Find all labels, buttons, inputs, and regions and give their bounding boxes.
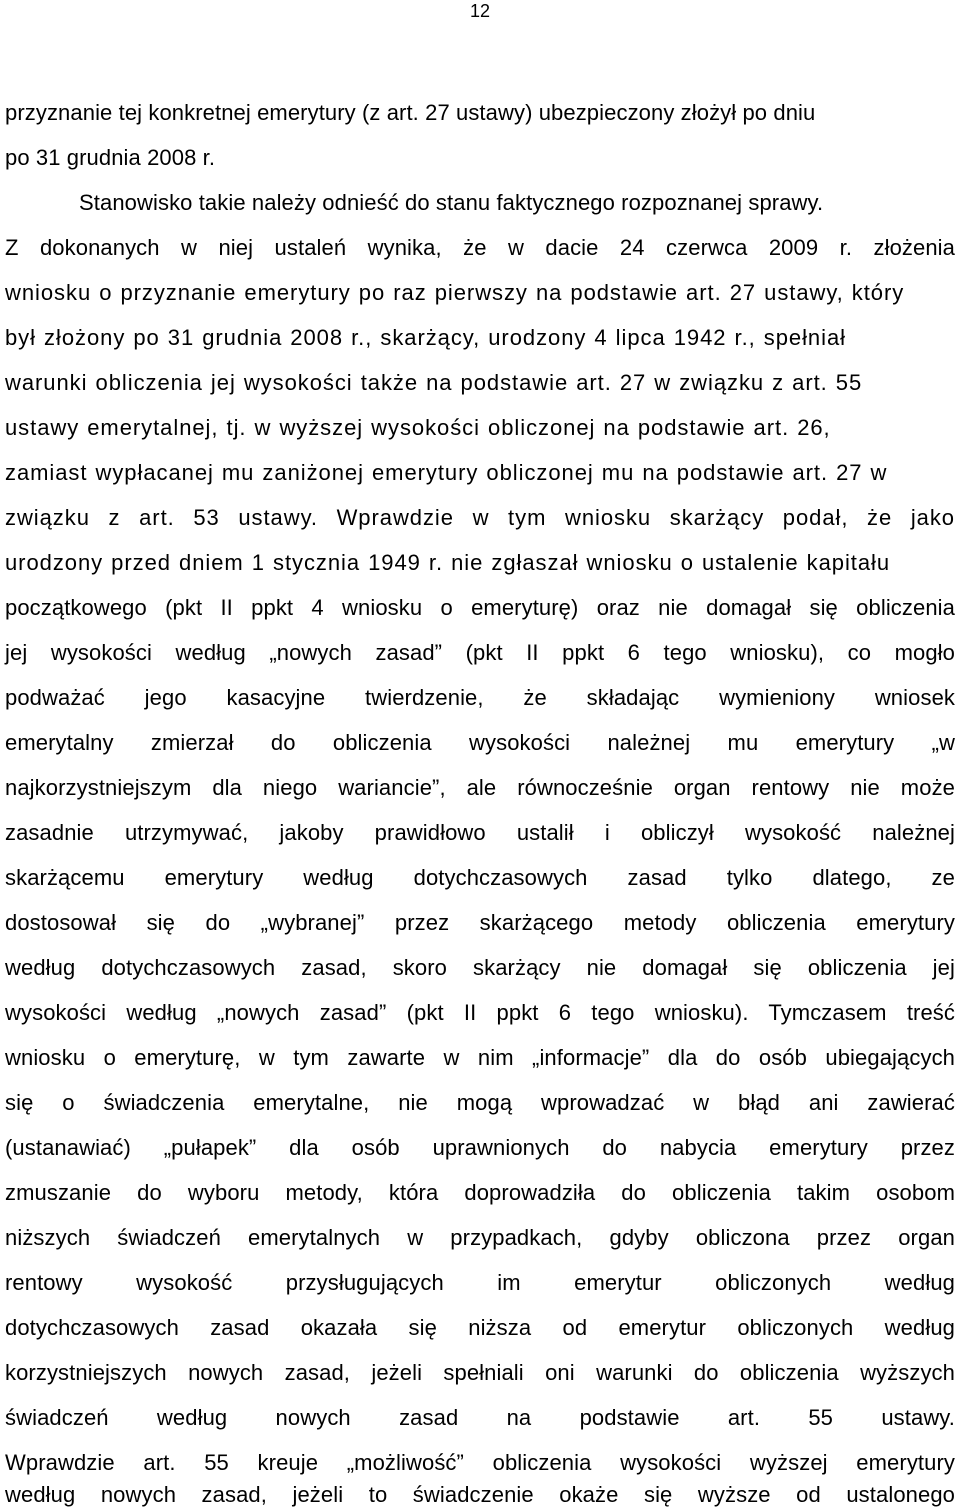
text-line: świadczeń według nowych zasad na podstawie art. 55 ustawy. <box>5 1405 955 1430</box>
text-line: niższych świadczeń emerytalnych w przypadkach, gdyby obliczona przez organ <box>5 1225 955 1250</box>
text-line: skarżącemu emerytury według dotychczasowych zasad tylko dlatego, ze <box>5 865 955 890</box>
text-line: był złożony po 31 grudnia 2008 r., skarżący, urodzony 4 lipca 1942 r., spełniał <box>5 325 846 350</box>
text-line: zmuszanie do wyboru metody, która doprowadziła do obliczenia takim osobom <box>5 1180 955 1205</box>
text-line: wniosku o emeryturę, w tym zawarte w nim „informacje” dla do osób ubiegających <box>5 1045 955 1070</box>
text-line: po 31 grudnia 2008 r. <box>5 145 216 170</box>
text-line: zamiast wypłacanej mu zaniżonej emerytury obliczonej mu na podstawie art. 27 w <box>5 460 888 485</box>
text-line: Z dokonanych w niej ustaleń wynika, że w dacie 24 czerwca 2009 r. złożenia <box>5 235 955 260</box>
text-line: dotychczasowych zasad okazała się niższa od emerytur obliczonych według <box>5 1315 955 1340</box>
text-line: najkorzystniejszym dla niego wariancie”, ale równocześnie organ rentowy nie może <box>5 775 955 800</box>
text-line: początkowego (pkt II ppkt 4 wniosku o emeryturę) oraz nie domagał się obliczenia <box>5 595 955 620</box>
text-line: przyznanie tej konkretnej emerytury (z art. 27 ustawy) ubezpieczony złożył po dniu <box>5 100 816 125</box>
text-line: się o świadczenia emerytalne, nie mogą wprowadzać w błąd ani zawierać <box>5 1090 955 1115</box>
text-line: jej wysokości według „nowych zasad” (pkt II ppkt 6 tego wniosku), co mogło <box>5 640 955 665</box>
text-line: podważać jego kasacyjne twierdzenie, że składając wymieniony wniosek <box>5 685 955 710</box>
page-number: 12 <box>469 1 491 21</box>
text-line: (ustanawiać) „pułapek” dla osób uprawnionych do nabycia emerytury przez <box>5 1135 955 1160</box>
text-line: rentowy wysokość przysługujących im emerytur obliczonych według <box>5 1270 955 1295</box>
text-line: dostosował się do „wybranej” przez skarżącego metody obliczenia emerytury <box>5 910 955 935</box>
text-line: według nowych zasad, jeżeli to świadczenie okaże się wyższe od ustalonego <box>5 1482 955 1507</box>
text-line: ustawy emerytalnej, tj. w wyższej wysokości obliczonej na podstawie art. 26, <box>5 415 831 440</box>
text-line: według dotychczasowych zasad, skoro skarżący nie domagał się obliczenia jej <box>5 955 955 980</box>
text-line: korzystniejszych nowych zasad, jeżeli spełniali oni warunki do obliczenia wyższych <box>5 1360 955 1385</box>
text-line: warunki obliczenia jej wysokości także na podstawie art. 27 w związku z art. 55 <box>5 370 863 395</box>
text-line: związku z art. 53 ustawy. Wprawdzie w tym wniosku skarżący podał, że jako <box>5 505 955 530</box>
text-line: wniosku o przyznanie emerytury po raz pierwszy na podstawie art. 27 ustawy, który <box>5 280 905 305</box>
text-line: Wprawdzie art. 55 kreuje „możliwość” obliczenia wysokości wyższej emerytury <box>5 1450 955 1475</box>
text-line: zasadnie utrzymywać, jakoby prawidłowo ustalił i obliczył wysokość należnej <box>5 820 955 845</box>
text-line: wysokości według „nowych zasad” (pkt II ppkt 6 tego wniosku). Tymczasem treść <box>5 1000 955 1025</box>
text-line: Stanowisko takie należy odnieść do stanu faktycznego rozpoznanej sprawy. <box>79 190 824 215</box>
text-line: urodzony przed dniem 1 stycznia 1949 r. nie zgłaszał wniosku o ustalenie kapitału <box>5 550 891 575</box>
text-line: emerytalny zmierzał do obliczenia wysokości należnej mu emerytury „w <box>5 730 955 755</box>
